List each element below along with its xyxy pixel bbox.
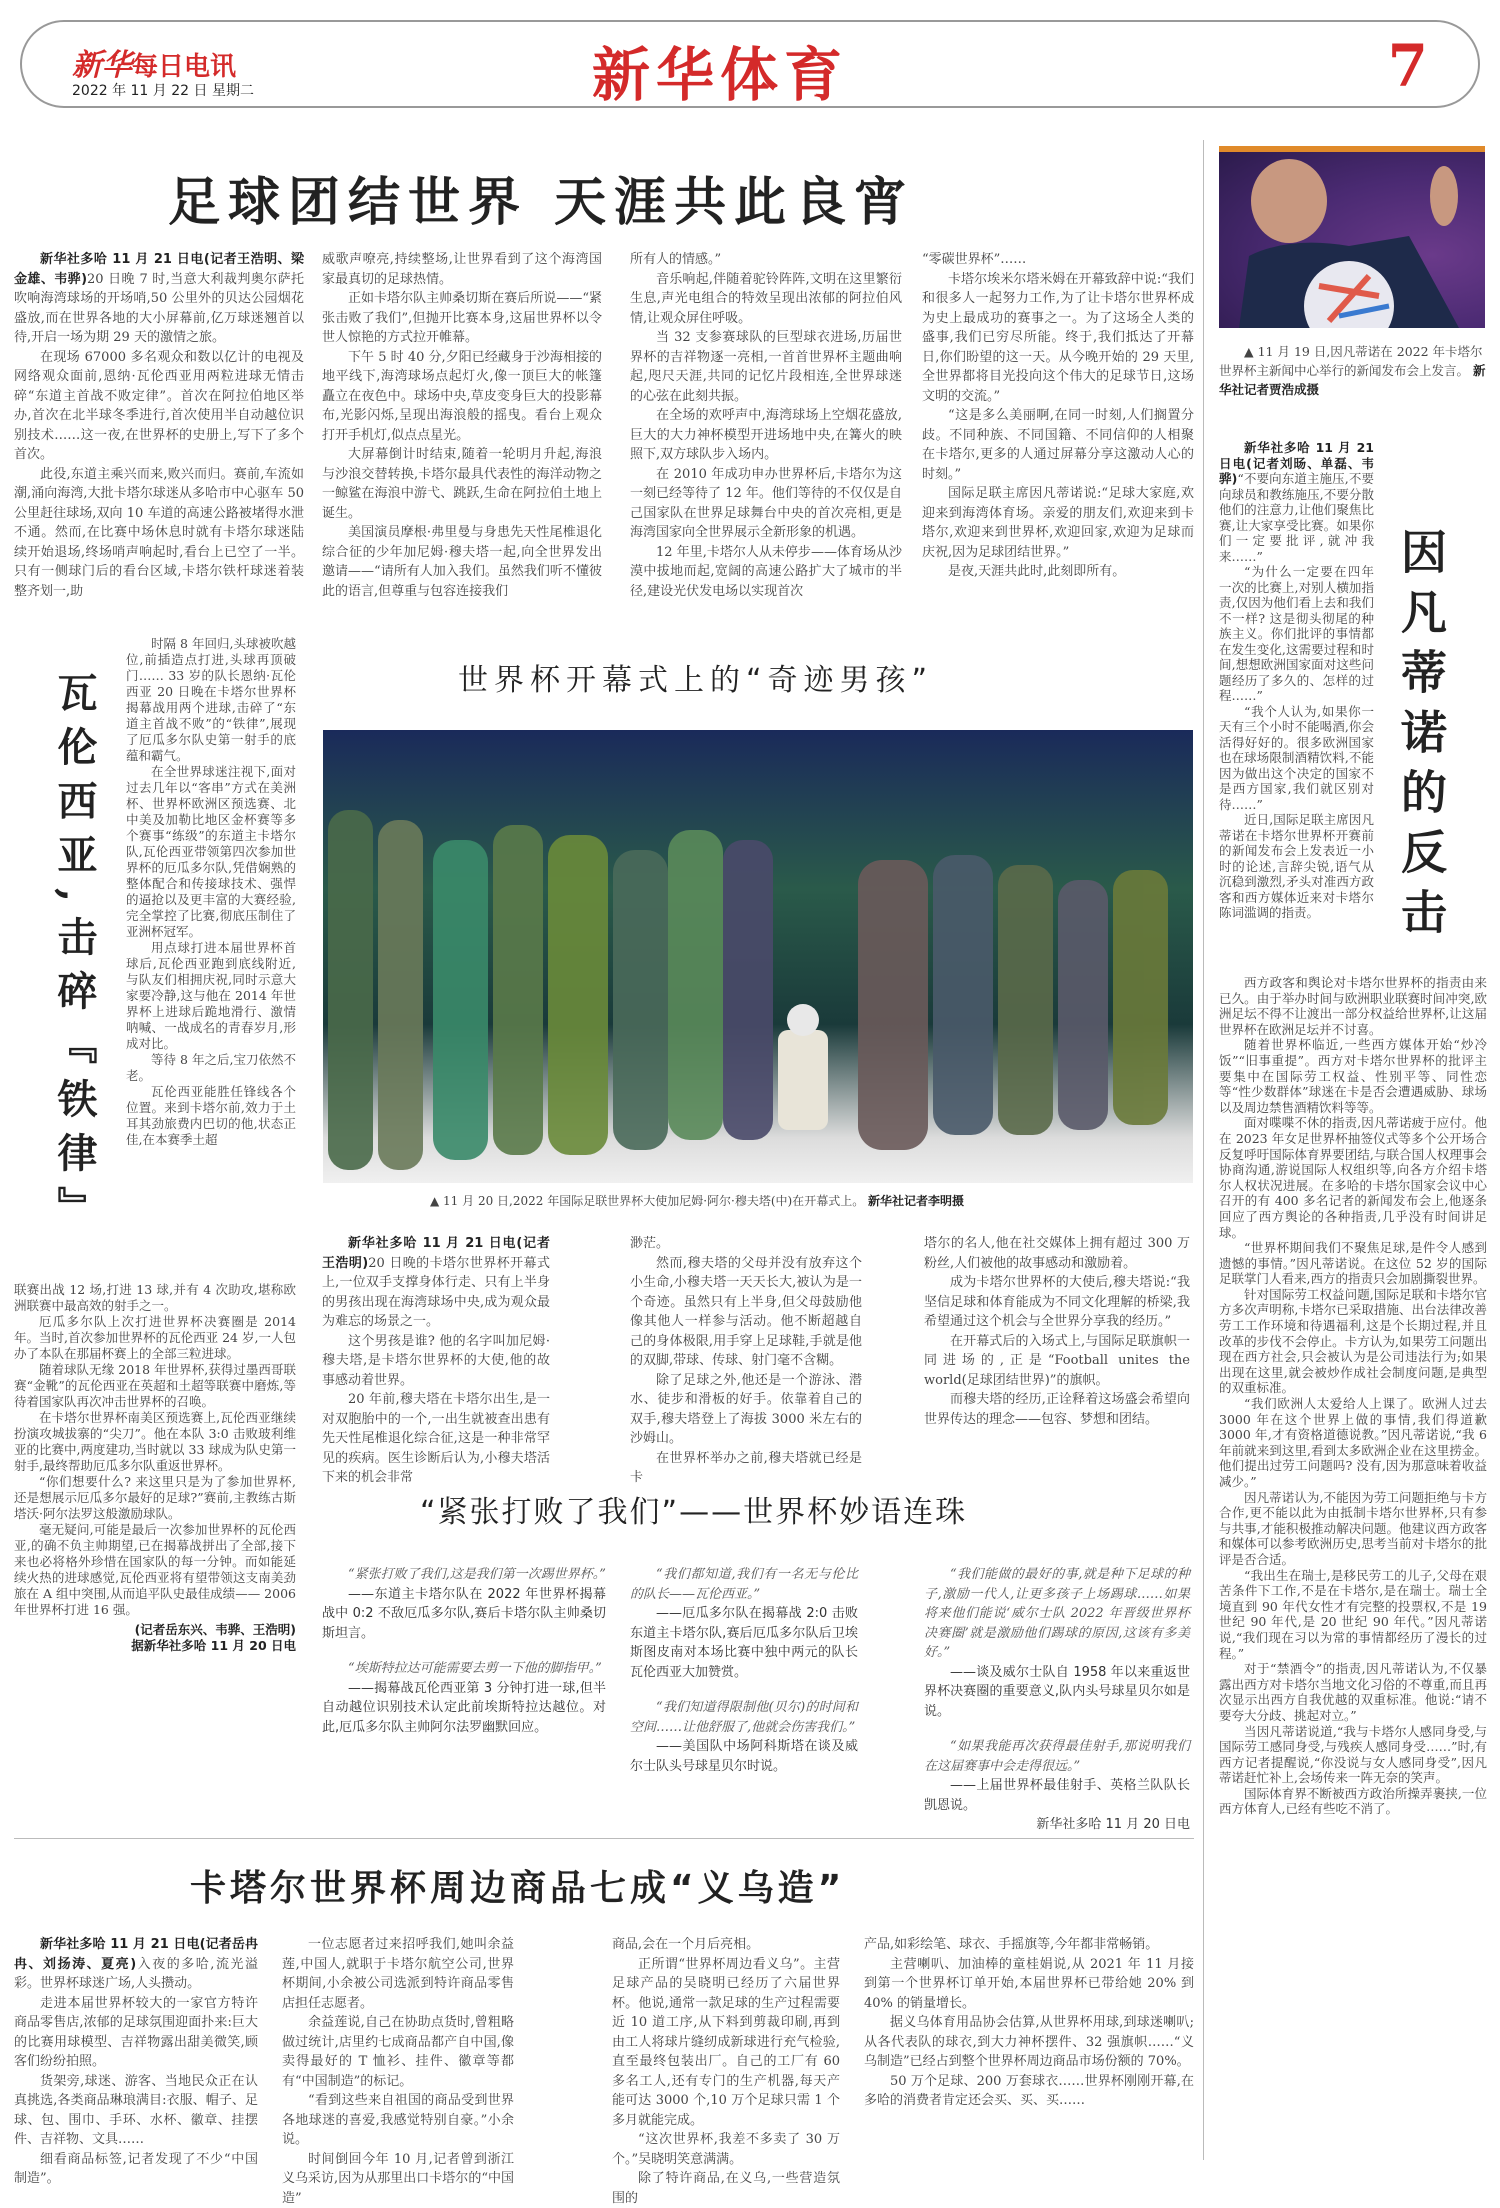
quote-text: “我们知道得限制他(贝尔)的时间和空间……让他舒服了,他就会伤害我们。” <box>630 1700 858 1735</box>
issue-date: 2022 年 11 月 22 日 星期二 <box>72 83 254 99</box>
masthead <box>20 20 1480 108</box>
quote-source: ——美国队中场阿科斯塔在谈及威尔士队头号球星贝尔时说。 <box>630 1739 858 1774</box>
infantino-vertical-headline: 因凡蒂诺的反击 <box>1394 528 1448 948</box>
valencia-article-narrow: 时隔 8 年回归,头球被吹越位,前插造点打进,头球再顶破门…… 33 岁的队长恩纳·瓦伦西亚 20 日晚在卡塔尔世界杯揭幕战用两个进球,击碎了“东道主首战不败”的“铁律”,展现了厄瓜多尔队史第一射手的底蕴和霸气。 在全世界球迷注视下,面对过去几年以“客串”方式在美洲杯、世界杯欧洲区预选赛、北中美及加勒比地区金杯赛等多个赛事“练级”的东道主卡塔尔队,瓦伦西亚带领第四次参加世界杯的厄瓜多尔队,凭借娴熟的整体配合和传接球技术、强悍的逼抢以及更丰富的大赛经验,完全掌控了比赛,彻底压制住了亚洲杯冠军。 用点球打进本届世界杯首球后,瓦伦西亚跑到底线附近,与队友们相拥庆祝,同时示意大家要冷静,这与他在 2014 年世界杯上进球后跪地滑行、激情呐喊、一战成名的青春岁月,形成对比。 等待 8 年之后,宝刀依然不老。 瓦伦西亚能胜任锋线各个位置。来到卡塔尔前,效力于土耳其劲旅费内巴切的他,状态正佳,在本赛季土超 <box>126 636 296 1147</box>
infantino-photo-caption: ▲ 11 月 19 日,因凡蒂诺在 2022 年卡塔尔世界杯主新闻中心举行的新闻发布会上发言。 新华社记者贾浩成摄 <box>1219 344 1486 397</box>
quotes-headline: “紧张打败了我们”——世界杯妙语连珠 <box>420 1495 968 1530</box>
miracle-article-col3: 塔尔的名人,他在社交媒体上拥有超过 300 万粉丝,人们被他的故事感动和激励着。 成为卡塔尔世界杯的大使后,穆夫塔说:“我坚信足球和体育能成为不同文化理解的桥梁,我希望通过这个机会与全世界分享我的经历。” 在开幕式后的入场式上,与国际足联旗帜一同进场的,正是“Football unites the world(足球团结世界)”的旗帜。 而穆夫塔的经历,正诠释着这场盛会希望向世界传达的理念——包容、梦想和团结。 <box>924 1236 1190 1427</box>
main-headline: 足球团结世界 天涯共此良宵 <box>168 172 915 233</box>
infantino-photo <box>1219 146 1485 328</box>
quotes-col2 <box>630 1565 858 1776</box>
main-article-col4: “零碳世界杯”…… 卡塔尔埃米尔塔米姆在开幕致辞中说:“我们和很多人一起努力工作,为了让卡塔尔世界杯成为史上最成功的赛事之一。为了这场全人类的盛事,我们已穷尽所能。终于,我们抵达了开幕日,你们盼望的这一天。从今晚开始的 29 天里,全世界都将目光投向这个伟大的足球节日,这场文明的交流。” “这是多么美丽啊,在同一时刻,人们搁置分歧。不同种族、不同国籍、不同信仰的人相聚在卡塔尔,更多的人通过屏幕分享这激动人心的时刻。” 国际足联主席因凡蒂诺说:“足球大家庭,欢迎来到海湾体育场。亲爱的朋友们,欢迎来到卡塔尔,欢迎来到世界杯,欢迎回家,欢迎为足球而庆祝,因为足球团结世界。” 是夜,天涯共此时,此刻即所有。 <box>922 252 1194 579</box>
section-title: 新华体育 <box>592 41 849 109</box>
quote-text: “紧张打败了我们,这是我们第一次踢世界杯。” <box>348 1567 606 1582</box>
opening-ceremony-photo <box>323 730 1193 1183</box>
quote-source: ——谈及威尔士队自 1958 年以来重返世界杯决赛圈的重要意义,队内头号球星贝尔如是说。 <box>924 1664 1190 1719</box>
main-article-col3: 所有人的情感。” 音乐响起,伴随着驼铃阵阵,文明在这里繁衍生息,声光电组合的特效呈现出浓郁的阿拉伯风情,让观众屏住呼吸。 当 32 支参赛球队的巨型球衣进场,历届世界杯的吉祥物逐一亮相,一首首世界杯主题曲响起,咫尺天涯,共同的记忆片段相连,全世界球迷的心弦在此刻共振。 在全场的欢呼声中,海湾球场上空烟花盛放,巨大的大力神杯模型开进场地中央,在篝火的映照下,双方球队步入场内。 在 2010 年成功申办世界杯后,卡塔尔为这一刻已经等待了 12 年。他们等待的不仅仅是自己国家队在世界足球舞台中央的首次亮相,更是海湾国家向全世界展示全新形象的机遇。 12 年里,卡塔尔人从未停步——体育场从沙漠中拔地而起,宽阔的高速公路扩大了城市的半径,建设光伏发电场以实现首次 <box>630 252 902 599</box>
quote-source: ——东道主卡塔尔队在 2022 年世界杯揭幕战中 0:2 不敌厄瓜多尔队,赛后卡塔尔队主帅桑切斯坦言。 <box>322 1586 606 1641</box>
valencia-dateline: 据新华社多哈 11 月 20 日电 <box>131 1638 296 1653</box>
quotes-col1 <box>322 1565 606 1737</box>
quotes-col3 <box>924 1565 1190 1835</box>
person-speaking-icon <box>1219 146 1485 328</box>
quote-source: ——厄瓜多尔队在揭幕战 2:0 击败东道主卡塔尔队,赛后厄瓜多尔队后卫埃斯图皮南对本场比赛中独中两元的队长瓦伦西亚大加赞赏。 <box>630 1606 858 1680</box>
valencia-vertical-headline: 瓦伦西亚,击碎『铁律』 <box>51 672 98 1240</box>
performers-and-boy-icon <box>323 730 1193 1183</box>
main-article-col1: 新华社多哈 11 月 21 日电(记者王浩明、梁金雄、韦骅)20 日晚 7 时,当意大利裁判奥尔萨托吹响海湾球场的开场哨,50 公里外的贝达公园烟花盛放,而在世界各地的大小屏幕前,亿万球迷翘首以待,开启一场为期 29 天的激情之旅。 在现场 67000 多名观众和数以亿计的电视及网络观众面前,恩纳·瓦伦西亚用两粒进球无情击碎“东道主首战不败定律”。首次在阿拉伯地区举办,首次在北半球冬季进行,首次使用半自动越位识别技术……这一夜,在世界杯的史册上,写下了多个首次。 此役,东道主乘兴而来,败兴而归。赛前,车流如潮,涌向海湾,大批卡塔尔球迷从多哈市中心驱车 50 公里赶往球场,双向 10 车道的高速公路被堵得水泄不通。然而,在比赛中场休息时就有卡塔尔球迷陆续开始退场,终场哨声响起时,看台上已空了一半。只有一侧球门后的看台区域,卡塔尔铁杆球迷着装整齐划一,助 <box>14 252 304 599</box>
miracle-article-col2: 渺茫。 然而,穆夫塔的父母并没有放弃这个小生命,小穆夫塔一天天长大,被认为是一个奇迹。虽然只有上半身,但父母鼓励他像其他人一样参与活动。他不断超越自己的身体极限,用手穿上足球鞋,手就是他的双脚,带球、传球、射门毫不含糊。 除了足球之外,他还是一个游泳、潜水、徒步和滑板的好手。依靠着自己的双手,穆夫塔登上了海拔 3000 米左右的沙姆山。 在世界杯举办之前,穆夫塔就已经是卡 <box>630 1236 862 1485</box>
yiwu-article-col4: 产品,如彩绘笔、球衣、手摇旗等,今年都非常畅销。 主营喇叭、加油棒的童桂娟说,从 2021 年 11 月接到第一个世界杯订单开始,本届世界杯已带给她 20% 到 40% 的销量增长。 据义乌体育用品协会估算,从世界杯用球,到球迷喇叭;从各代表队的球衣,到大力神杯摆件、32 强旗帜……“义乌制造”已经占到整个世界杯周边商品市场份额的 70%。 50 万个足球、200 万套球衣……世界杯刚刚开幕,在多哈的消费者肯定还会买、买、买…… <box>864 1937 1194 2108</box>
page-number: 7 <box>1387 32 1428 100</box>
quotes-dateline: 新华社多哈 11 月 20 日电 <box>1036 1817 1190 1832</box>
quote-text: “我们都知道,我们有一名无与伦比的队长——瓦伦西亚。” <box>630 1567 858 1602</box>
quote-source: ——上届世界杯最佳射手、英格兰队队长凯恩说。 <box>924 1778 1190 1813</box>
infantino-article-wide: 西方政客和舆论对卡塔尔世界杯的指责由来已久。由于举办时间与欧洲职业联赛时间冲突,欧洲足坛不得不让渡出一部分权益给世界杯,让这届世界杯在欧洲足坛并不讨喜。 随着世界杯临近,一些西方媒体开始“炒冷饭”“旧事重提”。西方对卡塔尔世界杯的批评主要集中在国际劳工权益、性别平等、同性恋等“性少数群体”球迷在卡是否会遭遇威胁、球场以及周边禁售酒精饮料等等。 面对喋喋不休的指责,因凡蒂诺疲于应付。他在 2023 年女足世界杯抽签仪式等多个公开场合反复呼吁国际体育界要团结,与联合国人权理事会协商沟通,游说国际人权组织等,向各方介绍卡塔尔人权状况进展。在多哈的卡塔尔国家会议中心召开的有 400 多名记者的新闻发布会上,他逐条回应了西方舆论的各种指责,几乎没有时间讲足球。 “世界杯期间我们不聚焦足球,是件令人感到遗憾的事情。”因凡蒂诺说。在这位 52 岁的国际足联掌门人看来,西方的指责只会加剧撕裂世界。 针对国际劳工权益问题,国际足联和卡塔尔官方多次声明称,卡塔尔已采取措施、出台法律改善劳工工作环境和待遇福利,这是个长期过程,并且改革的步伐不会停止。卡方认为,如果劳工问题出现在西方社会,只会被认为是公司违法行为;如果出现在这里,就会被炒作成社会制度问题,是典型的双重标准。 “我们欧洲人太爱给人上课了。欧洲人过去 3000 年在这个世界上做的事情,我们得道歉 3000 年,才有资格道德说教。”因凡蒂诺说,“我 6 年前就来到这里,看到太多欧洲企业在这里捞金。他们提出过劳工问题吗? 没有,因为那意味着收益减少。” 因凡蒂诺认为,不能因为劳工问题拒绝与卡方合作,更不能以此为由抵制卡塔尔世界杯,只有参与共事,才能积极推动解决问题。他建议西方政客和媒体可以参考欧洲历史,思考当前对卡塔尔的批评是否合适。 “我出生在瑞士,是移民劳工的儿子,父母在艰苦条件下工作,不是在卡塔尔,是在瑞士。瑞士全境直到 90 年代女性才有完整的投票权,不是 19 世纪 90 年代,是 20 世纪 90 年代。”因凡蒂诺说,“我们现在习以为常的事情都经历了漫长的过程。” 对于“禁酒令”的指责,因凡蒂诺认为,不仅暴露出西方对卡塔尔当地文化习俗的不尊重,而且再次显示出西方自我优越的双重标准。他说:“请不要夸大分歧、挑起对立。” 当因凡蒂诺说道,“我与卡塔尔人感同身受,与国际劳工感同身受,与残疾人感同身受……”时,有西方记者提醒说,“你没说与女人感同身受”,因凡蒂诺赶忙补上,会场传来一阵无奈的笑声。 国际体育界不断被西方政治所操弄裹挟,一位西方体育人,已经有些吃不消了。 <box>1219 975 1487 1817</box>
valencia-byline: (记者岳东兴、韦骅、王浩明) <box>134 1622 296 1637</box>
yiwu-article-col1: 新华社多哈 11 月 21 日电(记者岳冉冉、刘扬涛、夏亮)入夜的多哈,流光溢彩。世界杯球迷广场,人头攒动。 走进本届世界杯较大的一家官方特许商品零售店,浓郁的足球氛围迎面扑来:巨大的比赛用球模型、吉祥物露出甜美微笑,顾客们纷纷拍照。 货架旁,球迷、游客、当地民众正在认真挑选,各类商品琳琅满目:衣服、帽子、足球、包、围巾、手环、水杯、徽章、挂摆件、吉祥物、文具…… 细看商品标签,记者发现了不少“中国制造”。 <box>14 1937 258 2186</box>
photo-credit: 新华社记者贾浩成摄 <box>1219 363 1486 397</box>
infantino-article-narrow: 新华社多哈 11 月 21 日电(记者刘旸、单磊、韦骅)“不要向东道主施压,不要向球员和教练施压,不要分散他们的注意力,让他们聚焦比赛,让大家享受比赛。如果你们一定要批评,就冲我来……” “为什么一定要在四年一次的比赛上,对别人横加指责,仅因为他们看上去和我们不一样? 这是彻头彻尾的种族主义。你们批评的事情都在发生变化,这需要过程和时间,想想欧洲国家面对这些问题经历了多久的、怎样的过程……” “我个人认为,如果你一天有三个小时不能喝酒,你会活得好好的。很多欧洲国家也在球场限制酒精饮料,不能因为做出这个决定的国家不是西方国家,我们就区别对待……” 近日,国际足联主席因凡蒂诺在卡塔尔世界杯开赛前的新闻发布会上发表近一小时的论述,言辞尖锐,语气从沉稳到激烈,矛头对准西方政客和西方媒体近来对卡塔尔陈词滥调的指责。 <box>1219 440 1374 920</box>
main-article-col2: 威歌声嘹亮,持续整场,让世界看到了这个海湾国家最真切的足球热情。 正如卡塔尔队主帅桑切斯在赛后所说——“紧张击败了我们”,但抛开比赛本身,这届世界杯以令世人惊艳的方式拉开帷幕。 下午 5 时 40 分,夕阳已经藏身于沙海相接的地平线下,海湾球场点起灯火,像一顶巨大的帐篷矗立在夜色中。球场中央,草皮变身巨大的投影幕布,光影闪烁,呈现出海浪般的摇曳。看台上观众打开手机灯,似点点星光。 大屏幕倒计时结束,随着一轮明月升起,海浪与沙浪交替转换,卡塔尔最具代表性的海洋动物之一鲸鲨在海浪中游弋、跳跃,生命在阿拉伯土地上诞生。 美国演员摩根·弗里曼与身患先天性尾椎退化综合征的少年加尼姆·穆夫塔一起,向全世界发出邀请——“请所有人加入我们。虽然我们听不懂彼此的语言,但尊重与包容连接我们 <box>322 252 602 599</box>
divider-line <box>1203 140 1204 2160</box>
quote-text: “如果我能再次获得最佳射手,那说明我们在这届赛事中会走得很远。” <box>924 1739 1190 1774</box>
main-article-lead: 新华社多哈 11 月 21 日电(记者王浩明、梁金雄、韦骅) <box>14 252 304 287</box>
divider-line <box>14 1838 1194 1839</box>
miracle-boy-headline: 世界杯开幕式上的“奇迹男孩” <box>458 663 934 698</box>
ceremony-photo-caption: ▲ 11 月 20 日,2022 年国际足联世界杯大使加尼姆·阿尔·穆夫塔(中)在开幕式上。 新华社记者李明摄 <box>430 1194 965 1208</box>
yiwu-article-col2: 一位志愿者过来招呼我们,她叫余益莲,中国人,就职于卡塔尔航空公司,世界杯期间,小余被公司选派到特许商品零售店担任志愿者。 余益莲说,自己在协助点货时,曾粗略做过统计,店里约七成商品都产自中国,像卖得最好的 T 恤衫、挂件、徽章等都有“中国制造”的标记。 “看到这些来自祖国的商品受到世界各地球迷的喜爱,我感觉特别自豪。”小余说。 时间倒回今年 10 月,记者曾到浙江义乌采访,因为从那里出口卡塔尔的“中国造” <box>282 1937 514 2206</box>
miracle-article-col1: 新华社多哈 11 月 21 日电(记者王浩明)20 日晚的卡塔尔世界杯开幕式上,一位双手支撑身体行走、只有上半身的男孩出现在海湾球场中央,成为观众最为难忘的场景之一。 这个男孩是谁? 他的名字叫加尼姆·穆夫塔,是卡塔尔世界杯的大使,他的故事感动着世界。 20 年前,穆夫塔在卡塔尔出生,是一对双胞胎中的一个,一出生就被查出患有先天性尾椎退化综合征,这是一种非常罕见的疾病。医生诊断后认为,小穆夫塔活下来的机会非常 <box>322 1236 550 1485</box>
yiwu-article-col3: 商品,会在一个月后亮相。 正所谓“世界杯周边看义乌”。主营足球产品的吴晓明已经历了六届世界杯。他说,通常一款足球的生产过程需要近 10 道工序,从下料到剪裁印刷,再到由工人将球片缝纫成新球进行充气检验,直至最终包装出厂。自己的工厂有 60 多名工人,还有专门的生产机器,每天产能可达 3000 个,10 万个足球只需 1 个多月就能完成。 “这次世界杯,我差不多卖了 30 万个。”吴晓明笑意满满。 除了特许商品,在义乌,一些营造氛围的 <box>612 1937 840 2206</box>
quote-source: ——揭幕战瓦伦西亚第 3 分钟打进一球,但半自动越位识别技术认定此前埃斯特拉达越位。对此,厄瓜多尔队主帅阿尔法罗幽默回应。 <box>322 1680 606 1735</box>
valencia-article-wide: 联赛出战 12 场,打进 13 球,并有 4 次助攻,堪称欧洲联赛中最高效的射手之一。 厄瓜多尔队上次打进世界杯决赛圈是 2014 年。当时,首次参加世界杯的瓦伦西亚 24 岁,一人包办了本队在那届杯赛上的全部三粒进球。 随着球队无缘 2018 年世界杯,获得过墨西哥联赛“金靴”的瓦伦西亚在英超和土超等联赛中磨炼,等待着国家队再次冲击世界杯的召唤。 在卡塔尔世界杯南美区预选赛上,瓦伦西亚继续扮演攻城拔寨的“尖刀”。他在本队 3:0 击败玻利维亚的比赛中,两度建功,当时就以 33 球成为队史第一射手,最终帮助厄瓜多尔队重返世界杯。 “你们想要什么? 来这里只是为了参加世界杯,还是想展示厄瓜多尔最好的足球?”赛前,主教练古斯塔沃·阿尔法罗这般激励球队。 毫无疑问,可能是最后一次参加世界杯的瓦伦西亚,的确不负主帅期望,已在揭幕战拼出了全部,接下来也必将格外珍惜在国家队的每一分钟。而如能延续火热的进球感觉,瓦伦西亚将有望带领这支南美劲旅在 A 组中突围,从而追平队史最佳成绩—— 2006 年世界杯打进 16 强。 (记者岳东兴、韦骅、王浩明) 据新华社多哈 11 月 20 日电 <box>14 1282 296 1653</box>
yiwu-headline: 卡塔尔世界杯周边商品七成“义乌造” <box>190 1868 846 1909</box>
photo-credit: 新华社记者李明摄 <box>868 1194 965 1208</box>
quote-text: “我们能做的最好的事,就是种下足球的种子,激励一代人,让更多孩子上场踢球……如果将来他们能说‘威尔士队 2022 年晋级世界杯决赛圈’就是激励他们踢球的原因,这该有多美好。” <box>924 1567 1190 1660</box>
newspaper-logo: 新华每日电讯 <box>72 48 237 83</box>
quote-text: “埃斯特拉达可能需要去剪一下他的脚指甲。” <box>348 1661 602 1676</box>
